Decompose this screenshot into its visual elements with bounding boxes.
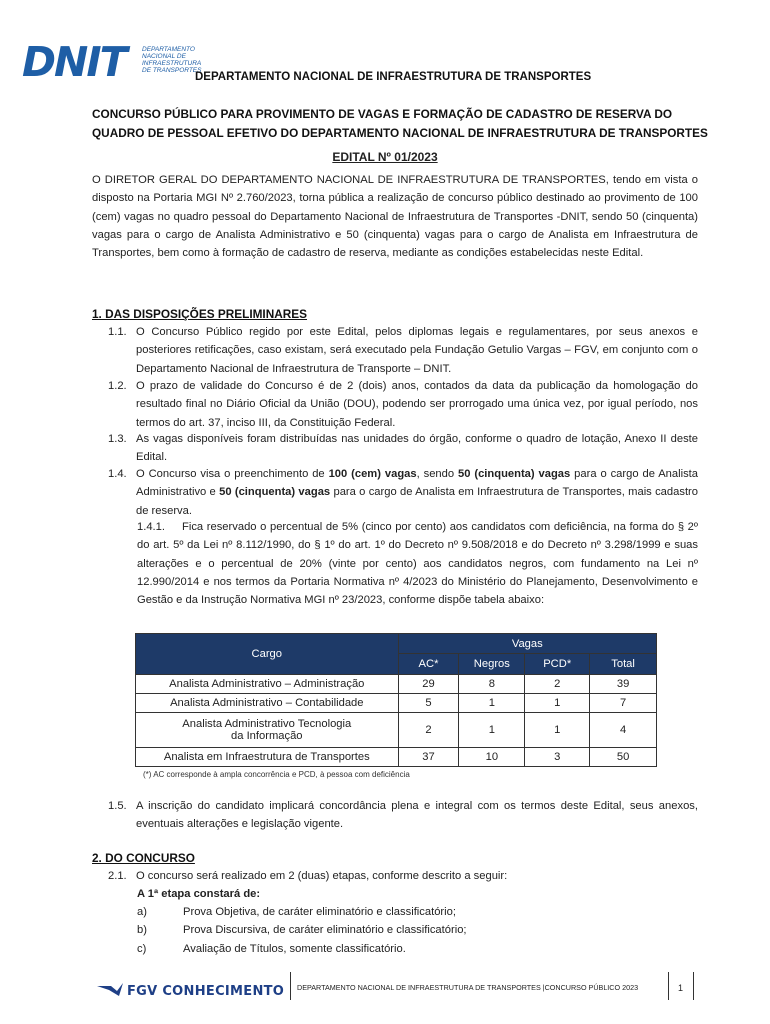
footer-divider (668, 972, 669, 1000)
list-item: a) Prova Objetiva, de caráter eliminatório e classificatório; (137, 906, 456, 918)
item-1-3: 1.3. As vagas disponíveis foram distribuídas nas unidades do órgão, conforme o quadro de lotação, Anexo II deste Edital. (108, 433, 698, 464)
fgv-wing-icon (97, 980, 123, 1003)
table-header-vagas: Vagas (398, 634, 656, 654)
item-1-4-1: 1.4.1. Fica reservado o percentual de 5% (cinco por cento) aos candidatos com deficiência, na forma do § 2º do art. 5º da Lei nº 8.112/1990, do § 1º do art. 1º do Decreto nº 9.508/2018 e do Decreto nº 3.298/1999 e suas alterações e o percentual de 20% (vinte por cento) aos candidatos negros, com fundamento na Lei nº 12.990/2014 e nos termos da Portaria Normativa nº 4/2023 do Ministério do Planejamento, Desenvolvimento e Gestão e da Instrução Normativa MGI nº 23/2023, conforme dispõe tabela abaixo: (137, 521, 698, 607)
etapa-list (137, 903, 637, 958)
table-header-pcd: PCD* (525, 654, 590, 675)
table-row: Analista Administrativo – Contabilidade 5 1 1 7 (136, 694, 657, 713)
vagas-table (135, 633, 657, 767)
item-1-4: 1.4. O Concurso visa o preenchimento de 100 (cem) vagas, sendo 50 (cinquenta) vagas para o cargo de Analista Administrativo e 50 (cinquenta) vagas para o cargo de Analista em Infraestrutura de Transportes, mais cadastro de reserva. (108, 468, 698, 517)
fgv-brand-text: FGV CONHECIMENTO (127, 984, 285, 999)
dnit-logo (22, 38, 202, 86)
item-2-1: 2.1. O concurso será realizado em 2 (duas) etapas, conforme descrito a seguir: (108, 870, 508, 882)
item-1-2: 1.2. O prazo de validade do Concurso é de 2 (dois) anos, contados da data da publicação da homologação do resultado final no Diário Oficial da União (DOU), podendo ser prorrogado uma única vez, por igual período, nos termos do art. 37, inciso III, da Constituição Federal. (108, 380, 698, 429)
dnit-logo-text: DNIT (22, 38, 126, 86)
intro-paragraph: O DIRETOR GERAL DO DEPARTAMENTO NACIONAL DE INFRAESTRUTURA DE TRANSPORTES, tendo em vista o disposto na Portaria MGI Nº 2.760/2023, torna pública a realização de concurso público destinado ao provimento de 100 (cem) vagas no quadro pessoal do Departamento Nacional de Infraestrutura de Transportes -DNIT, sendo 50 (cinquenta) vagas para o cargo de Analista Administrativo e 50 (cinquenta) vagas para o cargo de Analista em Infraestrutura de Transportes, bem como à formação de cadastro de reserva, mediante as condições estabelecidas neste Edital. (92, 174, 698, 260)
header-title: DEPARTAMENTO NACIONAL DE INFRAESTRUTURA DE TRANSPORTES (195, 71, 592, 83)
list-item: b) Prova Discursiva, de caráter eliminatório e classificatório; (137, 924, 467, 937)
item-1-5: 1.5. A inscrição do candidato implicará concordância plena e integral com os termos deste Edital, seus anexos, eventuais alterações e legislação vigente. (108, 800, 698, 831)
page-number: 1 (678, 983, 684, 993)
table-row: Analista em Infraestrutura de Transportes 37 10 3 50 (136, 748, 657, 767)
dnit-logo-subtitle: DEPARTAMENTO NACIONAL DE INFRAESTRUTURA DE TRANSPORTES (142, 46, 202, 74)
table-header-total: Total (590, 654, 657, 675)
section2-title: 2. DO CONCURSO (92, 851, 195, 865)
list-item: c) Avaliação de Títulos, somente classificatório. (137, 942, 406, 955)
table-row: Analista Administrativo Tecnologia da Informação 2 1 1 4 (136, 713, 657, 748)
table-row: Analista Administrativo – Administração 29 8 2 39 (136, 675, 657, 694)
footer-text: DEPARTAMENTO NACIONAL DE INFRAESTRUTURA DE TRANSPORTES |CONCURSO PÚBLICO 2023 (297, 983, 639, 992)
concurso-title: CONCURSO PÚBLICO PARA PROVIMENTO DE VAGAS E FORMAÇÃO DE CADASTRO DE RESERVA DO QUADRO DE PESSOAL EFETIVO DO DEPARTAMENTO NACIONAL DE INFRAESTRUTURA DE TRANSPORTES (92, 107, 708, 140)
footer-divider (290, 972, 291, 1000)
edital-title: EDITAL Nº 01/2023 (332, 150, 438, 164)
table-header-cargo: Cargo (136, 634, 399, 675)
table-footnote: (*) AC corresponde à ampla concorrência e PCD, à pessoa com deficiência (143, 770, 410, 779)
item-1-1: 1.1. O Concurso Público regido por este Edital, pelos diplomas legais e regulamentares, por seus anexos e posteriores retificações, caso existam, será executado pela Fundação Getulio Vargas – FGV, em conjunto com o Departamento Nacional de Infraestrutura de Transporte – DNIT. (108, 326, 698, 375)
section1-title: 1. DAS DISPOSIÇÕES PRELIMINARES (92, 307, 308, 321)
etapa-title: A 1ª etapa constará de: (137, 888, 261, 900)
table-header-ac: AC* (398, 654, 459, 675)
table-header-negros: Negros (459, 654, 525, 675)
fgv-logo (97, 980, 284, 1003)
footer-divider (693, 972, 694, 1000)
